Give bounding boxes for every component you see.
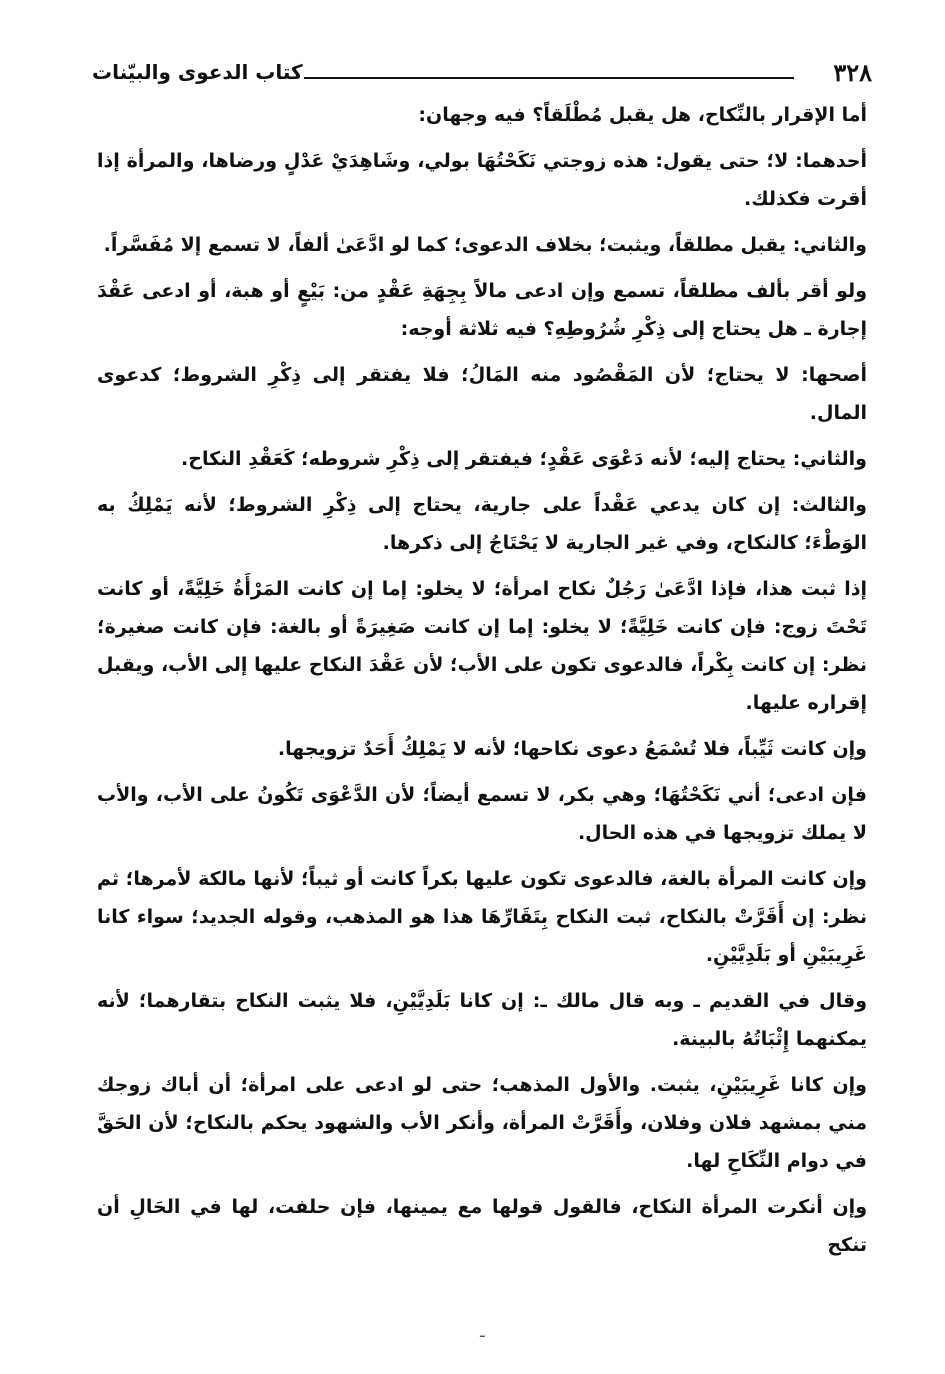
paragraph: والثاني: يحتاج إليه؛ لأنه دَعْوَى عَقْدٍ؛ فيفتقر إلى ذِكْرِ شروطه؛ كَعَقْدِ النكاح. [181,448,867,470]
paragraph: وإن أنكرت المرأة النكاح، فالقول قولها مع يمينها، فإن حلفت، لها في الحَالِ أن تنكح [97,1196,867,1256]
paragraph: وإن كانا غَرِيبَيْنِ، يثبت. والأول المذهب؛ حتى لو ادعى على امرأة؛ أن أباك زوجك مني بمشهد فلان وفلان، وأَقَرَّتْ المرأة، وأنكر الأب والشهود يحكم بالنكاح؛ لأن الحَقَّ في دوام النِّكَاحِ لها. [97,1074,867,1172]
page-body [97,96,867,1272]
header-rule [304,77,794,79]
page-header [92,58,872,98]
paragraph: ولو أقر بألف مطلقاً، تسمع وإن ادعى مالاً بِجِهَةِ عَقْدٍ من: بَيْعٍ أو هبة، أو ادعى عَقْدَ إجارة ـ هل يحتاج إلى ذِكْرِ شُرُوطِهِ؟ فيه ثلاثة أوجه: [97,280,867,340]
book-title: كتاب الدعوى والبيّنات [92,60,303,84]
paragraph: وإن كانت المرأة بالغة، فالدعوى تكون عليها بكراً كانت أو ثيباً؛ لأنها مالكة لأمرها؛ ثم نظر: إن أَقَرَّتْ بالنكاح، ثبت النكاح بِتَقَارِّهَا هذا هو المذهب، وقوله الجديد؛ سواء كانا غَرِيبَيْنِ أو بَلَدِيَّيْنِ. [97,868,867,966]
paragraph: وإن كانت ثَيِّباً، فلا تُسْمَعُ دعوى نكاحها؛ لأنه لا يَمْلِكُ أَحَدٌ تزويجها. [277,738,867,760]
paragraph: إذا ثبت هذا، فإذا ادَّعَىٰ رَجُلٌ نكاح امرأة؛ لا يخلو: إما إن كانت المَرْأَةُ خَلِيَّةً، أو كانت تَحْتَ زوج: فإن كانت خَلِيَّةً؛ لا يخلو: إما إن كانت صَغِيرَةً أو بالغة: فإن كانت صغيرة؛ نظر: إن كانت بِكْراً، فالدعوى تكون على الأب؛ لأن عَقْدَ النكاح عليها إلى الأب، ويقبل إقراره عليها. [97,578,867,714]
page-number: ٣٢٨ [833,58,872,87]
scan-mark: ـ [480,1322,485,1341]
paragraph: والثاني: يقبل مطلقاً، ويثبت؛ بخلاف الدعوى؛ كما لو ادَّعَىٰ ألفاً، لا تسمع إلا مُفَسَّراً. [103,234,867,256]
paragraph: أصحها: لا يحتاج؛ لأن المَقْصُود منه المَالُ؛ فلا يفتقر إلى ذِكْرِ الشروط؛ كدعوى المال. [97,364,867,424]
paragraph: والثالث: إن كان يدعي عَقْداً على جارية، يحتاج إلى ذِكْرِ الشروط؛ لأنه يَمْلِكُ به الوَطْءَ؛ كالنكاح، وفي غير الجارية لا يَحْتَاجُ إلى ذكرها. [97,494,867,554]
paragraph: فإن ادعى؛ أني نَكَحْتُهَا؛ وهي بكر، لا تسمع أيضاً؛ لأن الدَّعْوَى تَكُونُ على الأب، والأب لا يملك تزويجها في هذه الحال. [97,784,867,844]
paragraph: أما الإقرار بالنِّكاح، هل يقبل مُطْلَقاً؟ فيه وجهان: [418,104,867,126]
paragraph: أحدهما: لا؛ حتى يقول: هذه زوجتي نَكَحْتُهَا بولي، وشَاهِدَيْ عَدْلٍ ورضاها، والمرأة إذا أقرت فكذلك. [97,150,867,210]
paragraph: وقال في القديم ـ وبه قال مالك ـ: إن كانا بَلَدِيَّيْنِ، فلا يثبت النكاح بتقارهما؛ لأنه يمكنهما إِثْبَاتُهُ بالبينة. [97,990,867,1050]
